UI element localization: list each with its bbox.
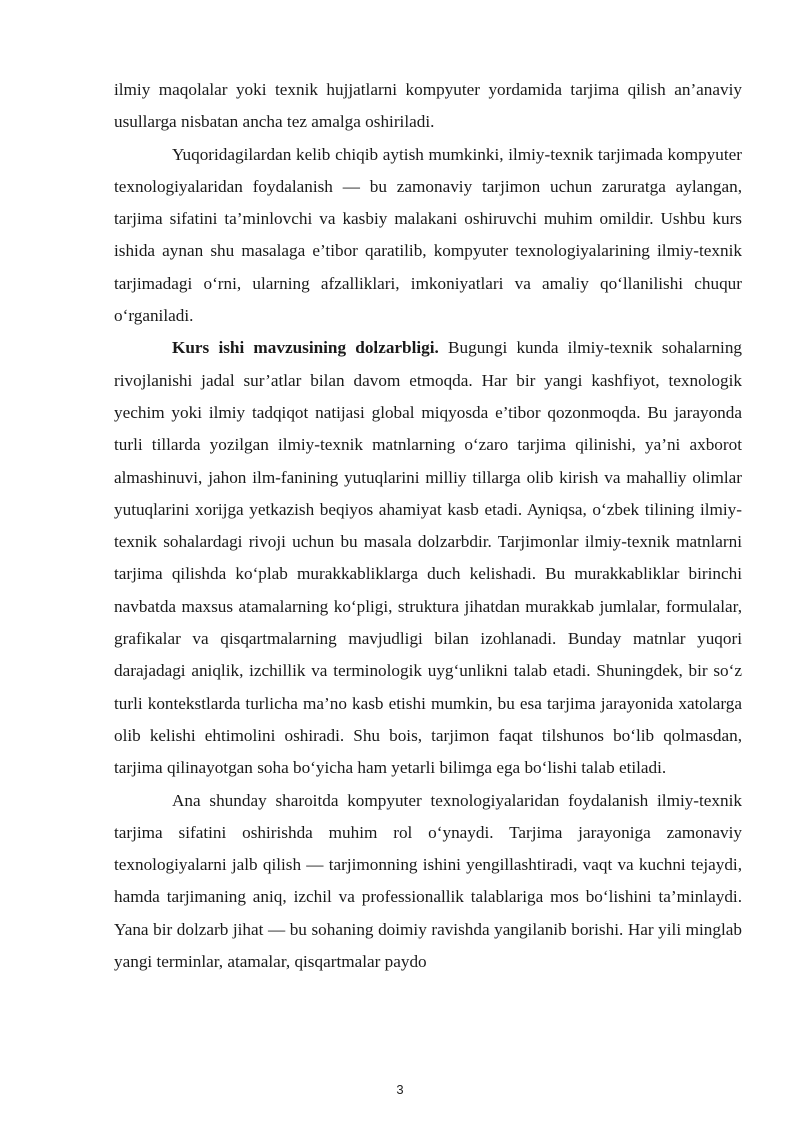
- paragraph-lead-heading: Kurs ishi mavzusining dolzarbligi.: [172, 338, 439, 358]
- page-number: 3: [396, 1082, 404, 1097]
- body-text: [114, 74, 742, 978]
- paragraph-text: Ana shunday sharoitda kompyuter texnologiyalaridan foydalanish ilmiy-texnik tarjima sifatini oshirishda muhim rol o‘ynaydi. Tarjima jarayoniga zamonaviy texnologiyalarni jalb qilish — tarjimonning ishini yengillashtiradi, vaqt va kuchni tejaydi, hamda tarjimaning aniq, izchil va professionallik talablariga mos bo‘lishini ta’minlaydi. Yana bir dolzarb jihat — bu sohaning doimiy ravishda yangilanib borishi. Har yili minglab yangi terminlar, atamalar, qisqartmalar paydo: [114, 790, 742, 972]
- paragraph-text: ilmiy maqolalar yoki texnik hujjatlarni kompyuter yordamida tarjima qilish an’anaviy usullarga nisbatan ancha tez amalga oshiriladi.: [114, 80, 742, 132]
- paragraph-computer-technologies: [114, 785, 742, 979]
- paragraph-text: Yuqoridagilardan kelib chiqib aytish mumkinki, ilmiy-texnik tarjimada kompyuter texnologiyalaridan foydalanish — bu zamonaviy tarjimon uchun zaruratga aylangan, tarjima sifatini ta’minlovchi va kasbiy malakani oshiruvchi muhim omildir. Ushbu kurs ishida aynan shu masalaga e’tibor qaratilib, kompyuter texnologiyalarining ilmiy-texnik tarjimadagi o‘rni, ularning afzalliklari, imkoniyatlari va amaliy qo‘llanilishi chuqur o‘rganiladi.: [114, 144, 742, 326]
- paragraph-conclusion: [114, 139, 742, 333]
- paragraph-text: Bugungi kunda ilmiy-texnik sohalarning rivojlanishi jadal sur’atlar bilan davom etmoqda. Har bir yangi kashfiyot, texnologik yechim yoki ilmiy tadqiqot natijasi global miqyosda e’tibor qozonmoqda. Bu jarayonda turli tillarda yozilgan ilmiy-texnik matnlarning o‘zaro tarjima qilinishi, ya’ni axborot almashinuvi, jahon ilm-fanining yutuqlarini milliy tillarga olib kirish va mahalliy olimlar yutuqlarini xorijga yetkazish beqiyos ahamiyat kasb etadi. Ayniqsa, o‘zbek tilining ilmiy-texnik sohalardagi rivoji uchun bu masala dolzarbdir. Tarjimonlar ilmiy-texnik matnlarni tarjima qilishda ko‘plab murakkabliklarga duch kelishadi. Bu murakkabliklar birinchi navbatda maxsus atamalarning ko‘pligi, struktura jihatdan murakkab jumlalar, formulalar, grafikalar va qisqartmalarning mavjudligi bilan izohlanadi. Bunday matnlar yuqori darajadagi aniqlik, izchillik va terminologik uyg‘unlikni talab etadi. Shuningdek, bir so‘z turli kontekstlarda turlicha ma’no kasb etishi mumkin, bu esa tarjima jarayonida xatolarga olib kelishi ehtimolini oshiradi. Shu bois, tarjimon faqat tilshunos bo‘lib qolmasdan, tarjima qilinayotgan soha bo‘yicha ham yetarli bilimga ega bo‘lishi talab etiladi.: [114, 338, 743, 778]
- paragraph-relevance: [114, 332, 742, 784]
- paragraph-continued: [114, 74, 742, 139]
